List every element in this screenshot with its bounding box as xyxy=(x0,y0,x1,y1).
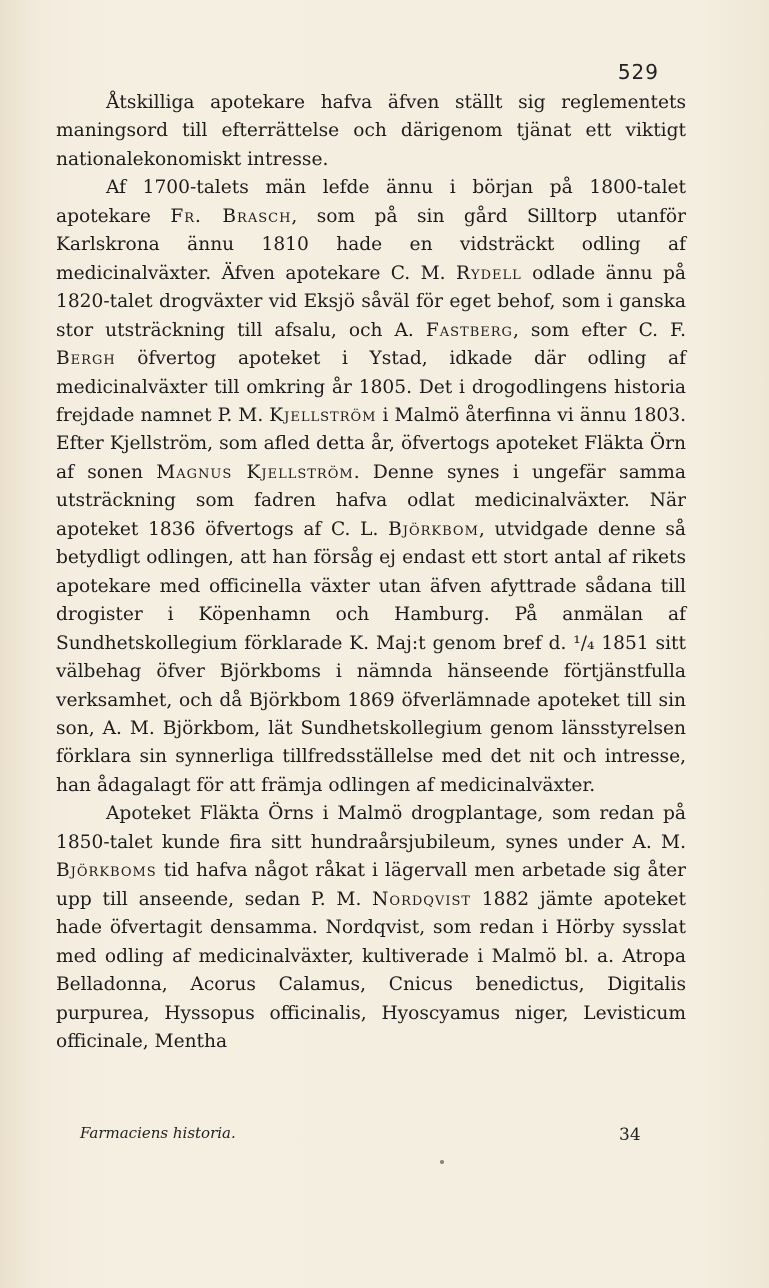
text-segment: , som på sin gård Silltorp utanför Karlskrona ännu 1810 hade en vidsträckt odling af medicinalväxter. Äfven apotekare C. M. xyxy=(56,205,686,284)
person-name: Bergh xyxy=(56,348,116,370)
text-segment: Åtskilliga apotekare hafva äfven ställt sig reglementets maningsord till efterrättelse och därigenom tjänat ett viktigt nationalekonomiskt intresse. xyxy=(56,92,686,170)
signature-mark: 34 xyxy=(619,1125,641,1145)
text-segment: , som efter C. F. xyxy=(512,319,686,341)
person-name: Magnus Kjellström xyxy=(156,461,354,483)
person-name: Nordqvist xyxy=(372,888,472,910)
text-segment: Af 1700-talets män lefde ännu i början på 1800-talet apotekare xyxy=(56,177,686,227)
person-name: Fr. Brasch xyxy=(170,205,292,227)
print-speck xyxy=(440,1160,444,1164)
person-name: Björkbom xyxy=(388,518,479,540)
person-name: Rydell xyxy=(455,262,522,284)
text-segment: , utvidgade denne så betydligt odlingen, att han försåg ej endast ett stort antal af rikets apotekare med officinella växter utan äfven afyttrade sådana till drogister i Köpenhamn och Hamburg. På anmälan af Sundhetskollegium förklarade K. Maj:t genom bref d. ¹/₄ 1851 sitt välbehag öfver Björkboms i nämnda hänseende förtjänstfulla verksamhet, och då Björkbom 1869 öfverlämnade apoteket till sin son, A. M. Björkbom, lät Sundhetskollegium genom länsstyrelsen förklara sin synnerliga tillfredsställelse med det nit och intresse, han ådagalagt för att främja odlingen af medicinalväxter. xyxy=(56,518,687,796)
paragraph xyxy=(56,174,686,800)
paragraph xyxy=(56,89,686,174)
text-segment: Apoteket Fläkta Örns i Malmö drogplantage, som redan på 1850-talet kunde fira sitt hundraårsjubileum, synes under A. M. xyxy=(56,803,686,853)
paragraph xyxy=(56,800,686,1056)
body-text xyxy=(56,89,686,1056)
person-name: Kjellström xyxy=(269,404,377,426)
text-segment: . Denne synes i ungefär samma utsträckning som fadren hafva odlat medicinalväxter. När apoteket 1836 öfvertogs af C. L. xyxy=(56,461,687,540)
person-name: Björkboms xyxy=(56,860,157,882)
text-segment: 1882 jämte apoteket hade öfvertagit densamma. Nordqvist, som redan i Hörby sysslat med odling af medicinalväxter, kultiverade i Malmö bl. a. Atropa Belladonna, Acorus Calamus, Cnicus benedictus, Digitalis purpurea, Hyssopus officinalis, Hyoscyamus niger, Levisticum officinale, Mentha xyxy=(56,888,686,1052)
footer-book-title: Farmaciens historia. xyxy=(80,1124,236,1142)
text-segment: i Malmö återfinna vi ännu 1803. Efter Kjellström, som afled detta år, öfvertogs apoteket Fläkta Örn af sonen xyxy=(56,404,687,483)
person-name: Fastberg xyxy=(425,319,513,341)
page-number: 529 xyxy=(617,60,659,84)
text-segment: tid hafva något råkat i lägervall men arbetade sig åter upp till anseende, sedan P. M. xyxy=(56,860,686,910)
text-segment: odlade ännu på 1820-talet drogväxter vid Eksjö såväl för eget behof, som i ganska stor utsträckning till afsalu, och A. xyxy=(56,262,686,341)
text-segment: öfvertog apoteket i Ystad, idkade där odling af medicinalväxter till omkring år 1805. Det i drogodlingens historia frejdade namnet P. M. xyxy=(56,348,686,426)
